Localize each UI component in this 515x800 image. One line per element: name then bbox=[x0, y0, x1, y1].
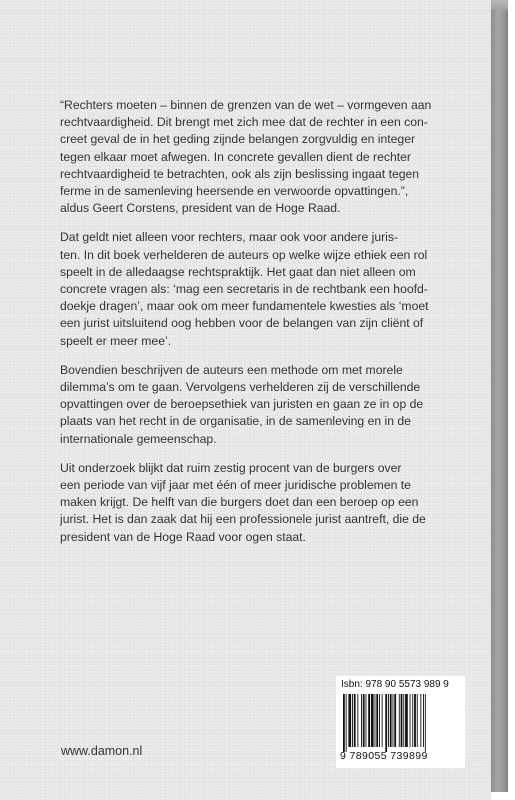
barcode-bar bbox=[361, 694, 362, 747]
blurb-paragraph-research bbox=[60, 460, 460, 546]
barcode-image bbox=[342, 694, 459, 752]
text-line: doekje dragen’, maar ook om meer fundamentele kwesties als ‘moet bbox=[60, 299, 429, 314]
text-line: president van de Hoge Raad voor ogen staat. bbox=[60, 529, 306, 544]
text-line: rechtvaardigheid. Dit brengt met zich mee dat de rechter in een con- bbox=[60, 115, 428, 130]
text-line: plaats van het recht in de organisatie, in de samenleving en in de bbox=[60, 414, 411, 429]
text-line: rechtvaardigheid te betrachten, ook als zijn beslissing ingaat tegen bbox=[60, 166, 420, 181]
barcode-bar bbox=[357, 694, 358, 747]
blurb-text bbox=[60, 97, 460, 558]
blurb-paragraph-method bbox=[60, 362, 460, 448]
barcode-bar bbox=[348, 694, 351, 747]
text-line: aldus Geert Corstens, president van de Hoge Raad. bbox=[60, 201, 341, 216]
text-line: Dat geldt niet alleen voor rechters, maar ook voor andere juris- bbox=[60, 230, 399, 245]
barcode-bar bbox=[394, 694, 396, 747]
barcode-bar bbox=[393, 694, 394, 747]
text-line: opvattingen over de beroepsethiek van juristen en gaan ze in op de bbox=[60, 397, 424, 412]
barcode-bar bbox=[382, 694, 383, 747]
barcode-bar bbox=[425, 694, 426, 752]
blurb-paragraph-lawyers bbox=[60, 229, 460, 349]
isbn-text: Isbn: 978 90 5573 989 9 bbox=[341, 679, 449, 690]
text-line: creet geval de in het geding zijnde belangen zorgvuldig en integer bbox=[60, 132, 416, 147]
text-line: internationale gemeenschap. bbox=[60, 431, 217, 446]
barcode-bar bbox=[417, 694, 418, 747]
barcode-bar bbox=[363, 694, 365, 747]
text-line: een periode van vijf jaar met één of meer juridische problemen te bbox=[60, 478, 411, 493]
barcode-bar bbox=[401, 694, 403, 747]
text-line: een jurist uitsluitend oog hebben voor de belangen van zijn cliënt of bbox=[60, 316, 424, 331]
barcode-bar bbox=[410, 694, 411, 747]
barcode-digits: 9 789055 739899 bbox=[340, 750, 428, 762]
barcode-bar bbox=[403, 694, 404, 747]
barcode-bar bbox=[354, 694, 356, 747]
text-line: jurist. Het is dan zaak dat hij een professionele jurist aantreft, die de bbox=[60, 512, 426, 527]
page-block-side-edge bbox=[491, 10, 508, 792]
text-line: “Rechters moeten – binnen de grenzen van de wet – vormgeven aan bbox=[60, 98, 432, 112]
text-line: ten. In dit boek verhelderen de auteurs op welke wijze ethiek een rol bbox=[60, 247, 428, 262]
barcode-bar bbox=[366, 694, 367, 747]
barcode-bar bbox=[376, 694, 378, 747]
barcode-bar bbox=[371, 694, 374, 747]
barcode-bar bbox=[390, 694, 392, 747]
isbn-barcode-label bbox=[336, 676, 465, 768]
barcode-bar bbox=[375, 694, 376, 747]
barcode-bar bbox=[423, 694, 424, 747]
barcode-bar bbox=[368, 694, 370, 747]
text-line: ferme in de samenleving heersende en verwoorde opvattingen.”, bbox=[60, 184, 409, 199]
text-line: tegen elkaar moet afwegen. In concrete gevallen dient de rechter bbox=[60, 149, 411, 164]
barcode-bar bbox=[352, 694, 353, 747]
blurb-paragraph-quote bbox=[60, 97, 460, 217]
barcode-bar bbox=[385, 694, 387, 752]
barcode-bar bbox=[405, 694, 408, 747]
barcode-bar bbox=[414, 694, 416, 747]
text-line: Uit onderzoek blijkt dat ruim zestig procent van de burgers over bbox=[60, 460, 402, 475]
barcode-bar bbox=[420, 694, 421, 747]
barcode-bar bbox=[379, 694, 380, 747]
text-line: Bovendien beschrijven de auteurs een methode om met morele bbox=[60, 362, 403, 377]
barcode-bar bbox=[343, 694, 345, 752]
text-line: speelt er meer mee’. bbox=[60, 333, 172, 348]
text-line: concrete vragen als: ‘mag een secretaris in de rechtbank een hoofd- bbox=[60, 282, 428, 297]
barcode-bar bbox=[346, 694, 347, 752]
barcode-bar bbox=[399, 694, 400, 747]
barcode-bar bbox=[412, 694, 413, 747]
barcode-bar bbox=[388, 694, 389, 747]
text-line: maken krijgt. De helft van die burgers doet dan een beroep op een bbox=[60, 495, 419, 510]
text-line: speelt in de alledaagse rechtspraktijk. Het gaat dan niet alleen om bbox=[60, 264, 416, 279]
publisher-website: www.damon.nl bbox=[61, 744, 143, 758]
text-line: dilemma’s om te gaan. Vervolgens verhelderen zij de verschillende bbox=[60, 380, 421, 395]
